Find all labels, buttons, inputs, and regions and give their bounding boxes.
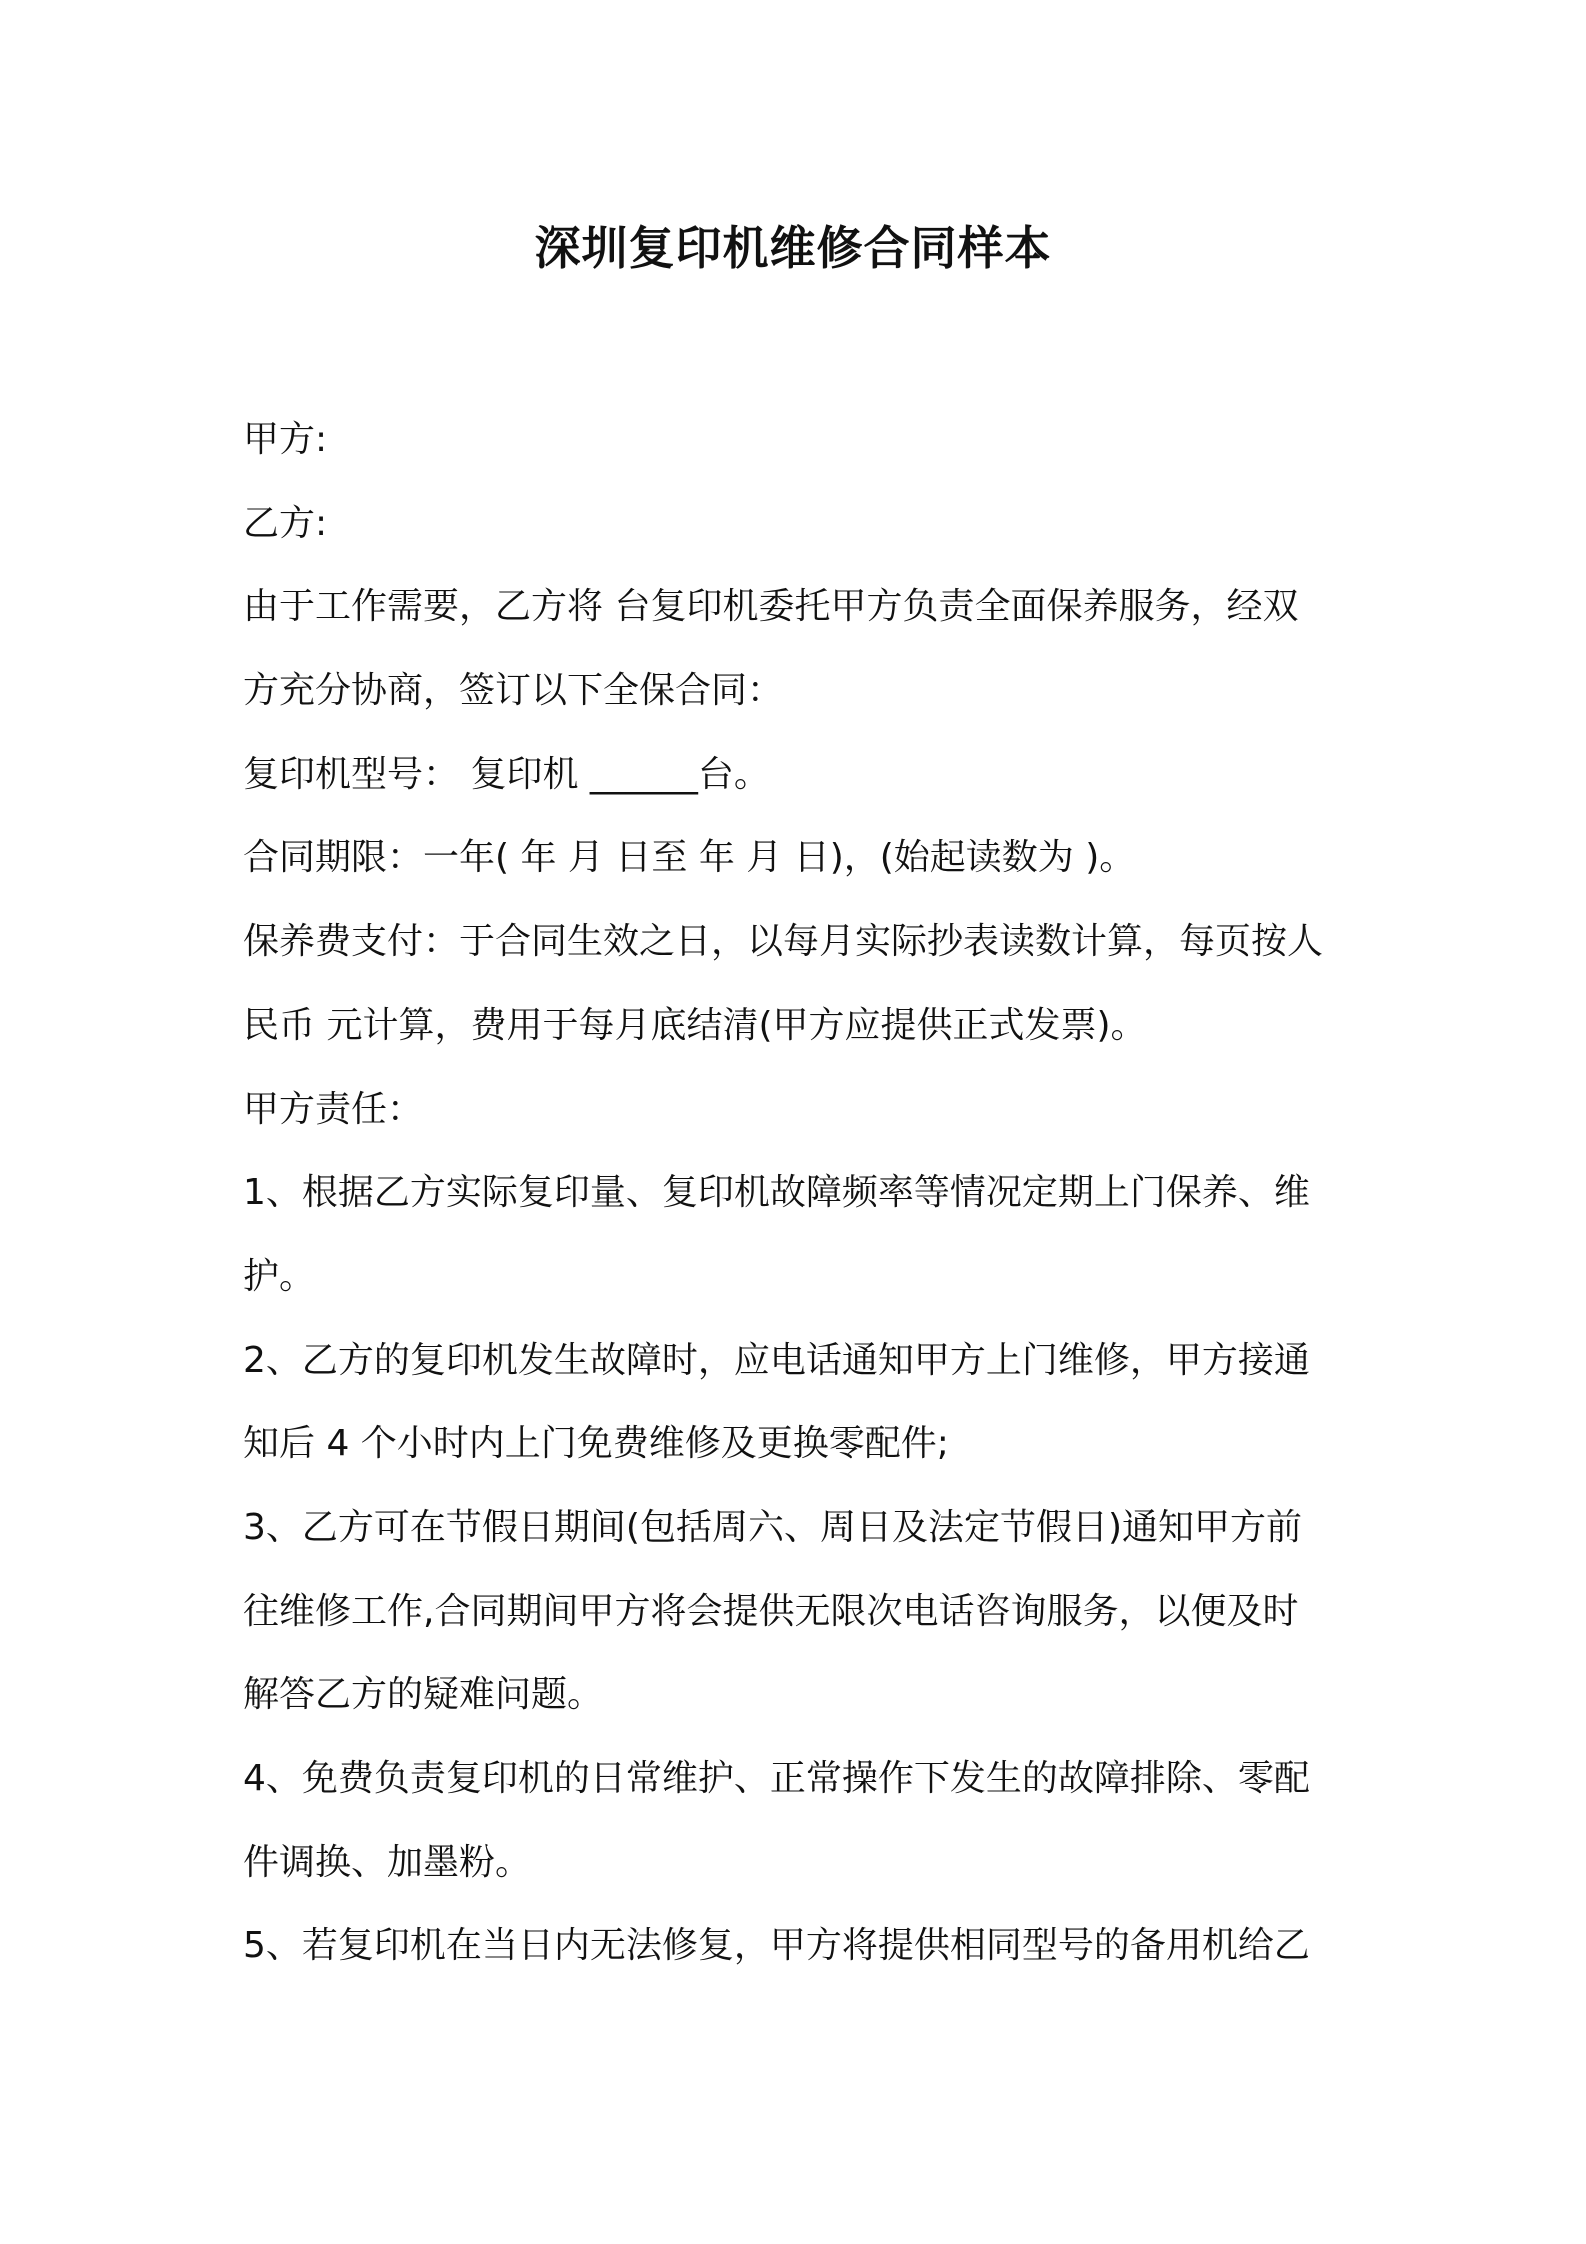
clause-1-line-1: 1、根据乙方实际复印量、复印机故障频率等情况定期上门保养、维 xyxy=(243,1172,1310,1214)
clause-4-line-1: 4、免费负责复印机的日常维护、正常操作下发生的故障排除、零配 xyxy=(243,1758,1310,1799)
party-b-line: 乙方: xyxy=(243,502,328,544)
clause-2-line-2: 知后 4 个小时内上门免费维修及更换零配件; xyxy=(243,1423,949,1465)
fee-payment-line-2: 民币 元计算，费用于每月底结清(甲方应提供正式发票)。 xyxy=(243,1004,1147,1046)
clause-4-line-2: 件调换、加墨粉。 xyxy=(243,1841,532,1883)
party-a-responsibility-heading: 甲方责任： xyxy=(243,1088,424,1130)
document-body xyxy=(243,398,1363,1988)
clause-3-line-3: 解答乙方的疑难问题。 xyxy=(243,1674,604,1716)
clause-2-line-1: 2、乙方的复印机发生故障时，应电话通知甲方上门维修，甲方接通 xyxy=(243,1339,1310,1381)
clause-5-line-1: 5、若复印机在当日内无法修复，甲方将提供相同型号的备用机给乙 xyxy=(243,1925,1310,1967)
intro-line-1: 由于工作需要，乙方将 台复印机委托甲方负责全面保养服务，经双 xyxy=(243,586,1299,628)
copier-model-line: 复印机型号： 复印机 ______台。 xyxy=(243,753,770,795)
clause-1-line-2: 护。 xyxy=(243,1255,316,1297)
document-title: 深圳复印机维修合同样本 xyxy=(534,221,1052,275)
contract-term-line: 合同期限：一年( 年 月 日至 年 月 日)，(始起读数为 )。 xyxy=(243,837,1136,879)
fee-payment-line-1: 保养费支付：于合同生效之日，以每月实际抄表读数计算，每页按人 xyxy=(243,921,1324,963)
clause-3-line-2: 往维修工作,合同期间甲方将会提供无限次电话咨询服务，以便及时 xyxy=(243,1590,1299,1632)
party-a-line: 甲方: xyxy=(243,419,328,460)
clause-3-line-1: 3、乙方可在节假日期间(包括周六、周日及法定节假日)通知甲方前 xyxy=(243,1506,1302,1548)
intro-line-2: 方充分协商，签订以下全保合同： xyxy=(243,670,784,712)
